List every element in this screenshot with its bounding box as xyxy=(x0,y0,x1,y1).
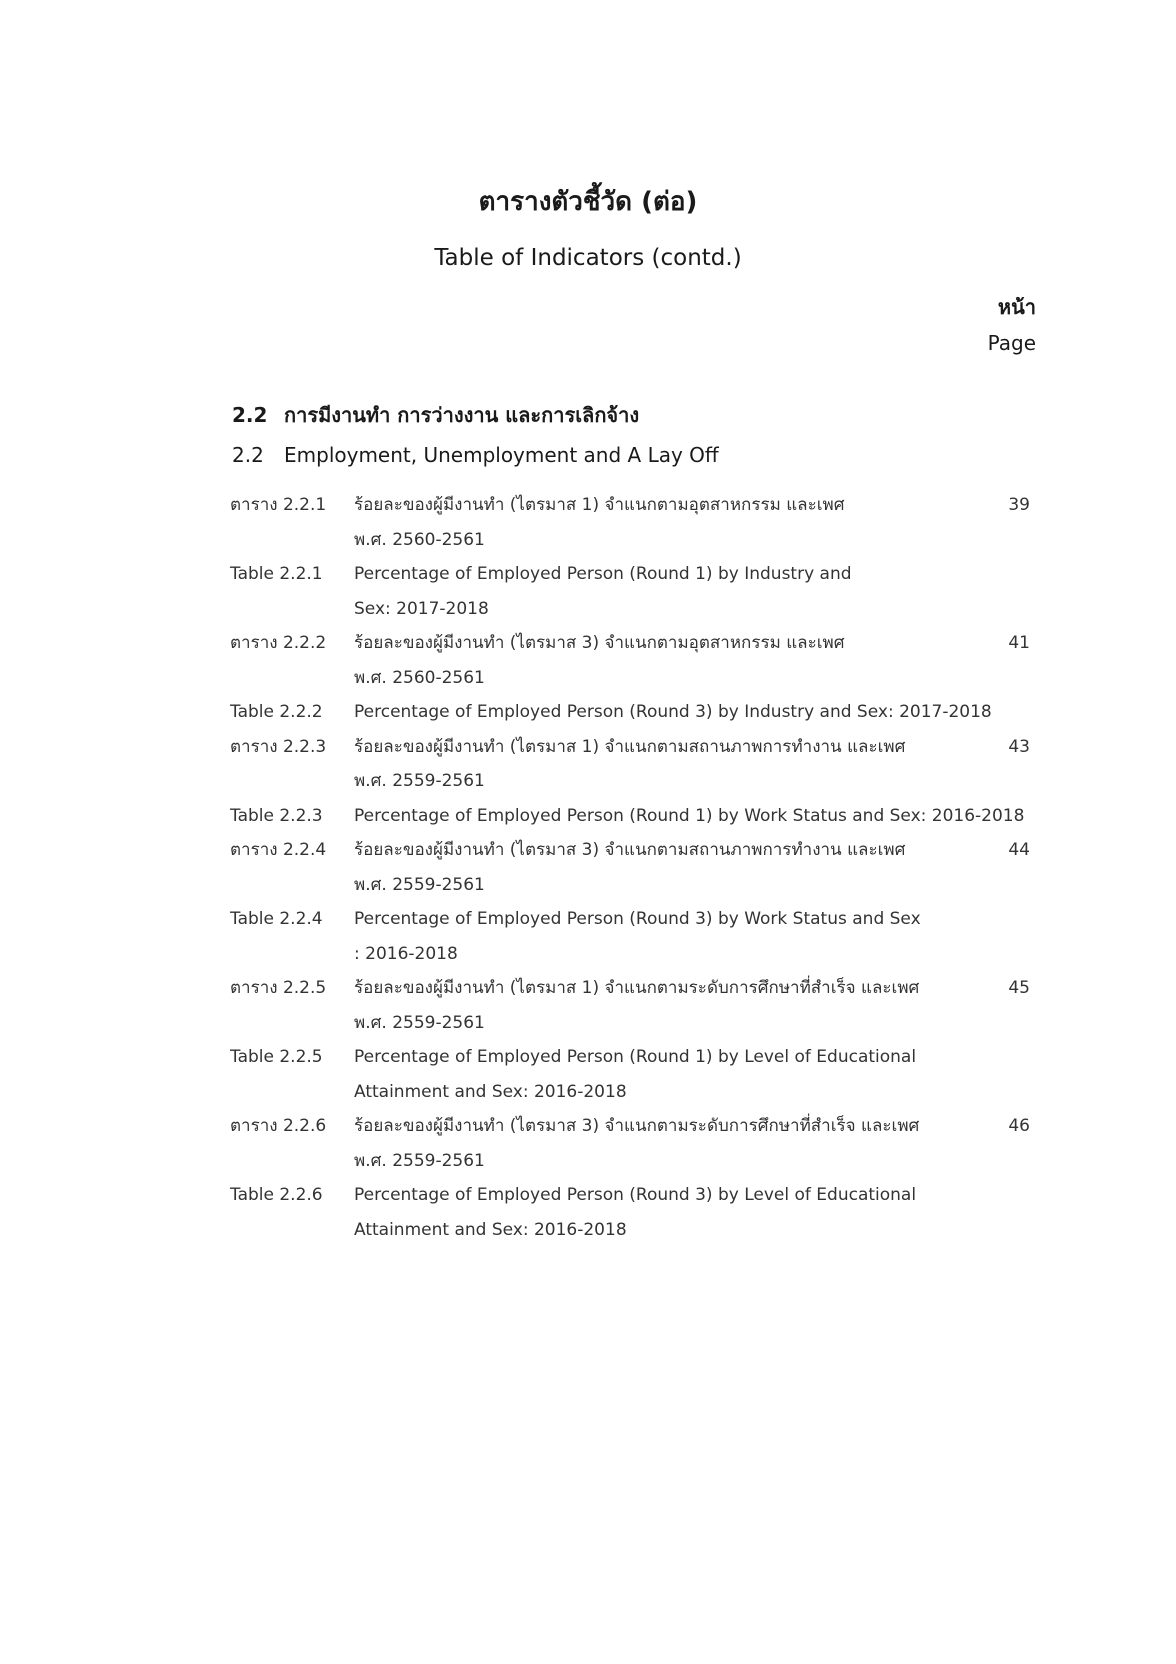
toc-entry xyxy=(230,695,1030,730)
toc-entry-title xyxy=(354,626,990,695)
toc-entry-label: Table 2.2.1 xyxy=(230,564,323,584)
toc-entry-label: ตาราง 2.2.5 xyxy=(230,978,327,998)
toc-entry-title xyxy=(354,1109,990,1178)
toc-entry-label: Table 2.2.6 xyxy=(230,1185,323,1205)
toc-entry-page-number xyxy=(990,557,1030,626)
toc-entry xyxy=(230,1178,1030,1247)
toc-entry-page-number xyxy=(990,1040,1030,1109)
toc-entry-page-number xyxy=(990,902,1030,971)
toc-entry-title-line: Attainment and Sex: 2016-2018 xyxy=(354,1219,627,1240)
toc-entry-label: Table 2.2.3 xyxy=(230,805,323,826)
section-title-english: Employment, Unemployment and A Lay Off xyxy=(284,443,719,467)
toc-entry xyxy=(230,902,1030,971)
toc-entry-title-line: Sex: 2017-2018 xyxy=(354,598,489,619)
toc-entry-title xyxy=(354,1040,990,1109)
toc-entry-title-line: ร้อยละของผู้มีงานทำ (ไตรมาส 3) จำแนกตามระดับการศึกษาที่สำเร็จ และเพศ xyxy=(354,1116,920,1136)
toc-entry-title-line: Percentage of Employed Person (Round 3) by Work Status and Sex xyxy=(354,909,921,929)
toc-entry-title-line: พ.ศ. 2559-2561 xyxy=(354,874,485,895)
toc-entry-page-number: 41 xyxy=(1008,633,1030,653)
toc-entry-title-line: Percentage of Employed Person (Round 1) by Level of Educational xyxy=(354,1047,917,1067)
toc-entry-title-line: พ.ศ. 2559-2561 xyxy=(354,771,485,791)
toc-entry xyxy=(230,799,1030,834)
toc-entry-title xyxy=(354,971,990,1040)
toc-entry-label: ตาราง 2.2.1 xyxy=(230,495,327,515)
toc-entry-title-line: ร้อยละของผู้มีงานทำ (ไตรมาส 3) จำแนกตามสถานภาพการทำงาน และเพศ xyxy=(354,840,906,860)
toc-entry-page-number: 46 xyxy=(1008,1116,1030,1136)
toc-entry-label: ตาราง 2.2.6 xyxy=(230,1116,327,1136)
page-column-header-english: Page xyxy=(987,331,1036,355)
toc-entry-title-line: พ.ศ. 2560-2561 xyxy=(354,529,485,550)
toc-entry-page-number: 44 xyxy=(1008,840,1030,860)
toc-entry-page-number: 43 xyxy=(1008,736,1030,757)
toc-entry-title-line: ร้อยละของผู้มีงานทำ (ไตรมาส 3) จำแนกตามอุตสาหกรรม และเพศ xyxy=(354,633,845,653)
toc-entry xyxy=(230,557,1030,626)
toc-entry xyxy=(230,488,1030,557)
toc-entry-title-line: พ.ศ. 2559-2561 xyxy=(354,1150,485,1171)
page-title-thai: ตารางตัวชี้วัด (ต่อ) xyxy=(478,187,698,217)
toc-entry-title-line: ร้อยละของผู้มีงานทำ (ไตรมาส 1) จำแนกตามระดับการศึกษาที่สำเร็จ และเพศ xyxy=(354,978,920,998)
toc-entry-title-line: Attainment and Sex: 2016-2018 xyxy=(354,1081,627,1102)
toc-entry-title xyxy=(354,799,1024,834)
section-number: 2.2 xyxy=(232,403,268,427)
toc-entry xyxy=(230,971,1030,1040)
toc-entry-title-line: ร้อยละของผู้มีงานทำ (ไตรมาส 1) จำแนกตามอุตสาหกรรม และเพศ xyxy=(354,495,845,515)
toc-entry-label: ตาราง 2.2.3 xyxy=(230,736,327,757)
toc-entry-title xyxy=(354,1178,990,1247)
toc-entry-title-line: Percentage of Employed Person (Round 1) by Work Status and Sex: 2016-2018 xyxy=(354,805,1025,826)
page-column-header-thai: หน้า xyxy=(997,295,1036,319)
toc-entry-title xyxy=(354,730,990,799)
toc-entry xyxy=(230,833,1030,902)
toc-entry-title xyxy=(354,488,990,557)
section-heading-thai xyxy=(232,402,639,428)
toc-entry-page-number: 39 xyxy=(1008,495,1030,515)
section-title-thai: การมีงานทำ การว่างงาน และการเลิกจ้าง xyxy=(284,403,640,427)
page-title-english: Table of Indicators (contd.) xyxy=(434,245,742,271)
toc-entry-title-line: : 2016-2018 xyxy=(354,943,458,964)
toc-entry-page-number xyxy=(990,1178,1030,1247)
table-of-contents-list xyxy=(230,488,1030,1247)
toc-entry-title xyxy=(354,695,992,730)
section-heading-english xyxy=(232,442,719,468)
toc-entry-page-number: 45 xyxy=(1008,978,1030,998)
toc-entry-title-line: Percentage of Employed Person (Round 3) by Level of Educational xyxy=(354,1185,917,1205)
toc-entry xyxy=(230,1109,1030,1178)
toc-entry-title-line: พ.ศ. 2560-2561 xyxy=(354,667,485,688)
toc-entry-title xyxy=(354,557,990,626)
toc-entry-title xyxy=(354,833,990,902)
toc-entry-page-number xyxy=(992,695,1032,730)
toc-entry-title-line: Percentage of Employed Person (Round 3) by Industry and Sex: 2017-2018 xyxy=(354,702,992,722)
toc-entry-label: Table 2.2.5 xyxy=(230,1047,323,1067)
toc-entry xyxy=(230,626,1030,695)
toc-entry-title-line: ร้อยละของผู้มีงานทำ (ไตรมาส 1) จำแนกตามสถานภาพการทำงาน และเพศ xyxy=(354,736,906,757)
toc-entry-title-line: พ.ศ. 2559-2561 xyxy=(354,1012,485,1033)
toc-entry xyxy=(230,1040,1030,1109)
toc-entry-label: Table 2.2.4 xyxy=(230,909,323,929)
toc-entry-page-number xyxy=(1024,799,1064,834)
section-number: 2.2 xyxy=(232,443,264,467)
toc-entry xyxy=(230,730,1030,799)
toc-entry-label: ตาราง 2.2.2 xyxy=(230,633,327,653)
toc-entry-title-line: Percentage of Employed Person (Round 1) by Industry and xyxy=(354,564,852,584)
toc-entry-label: ตาราง 2.2.4 xyxy=(230,840,327,860)
toc-entry-title xyxy=(354,902,990,971)
toc-entry-label: Table 2.2.2 xyxy=(230,702,323,722)
